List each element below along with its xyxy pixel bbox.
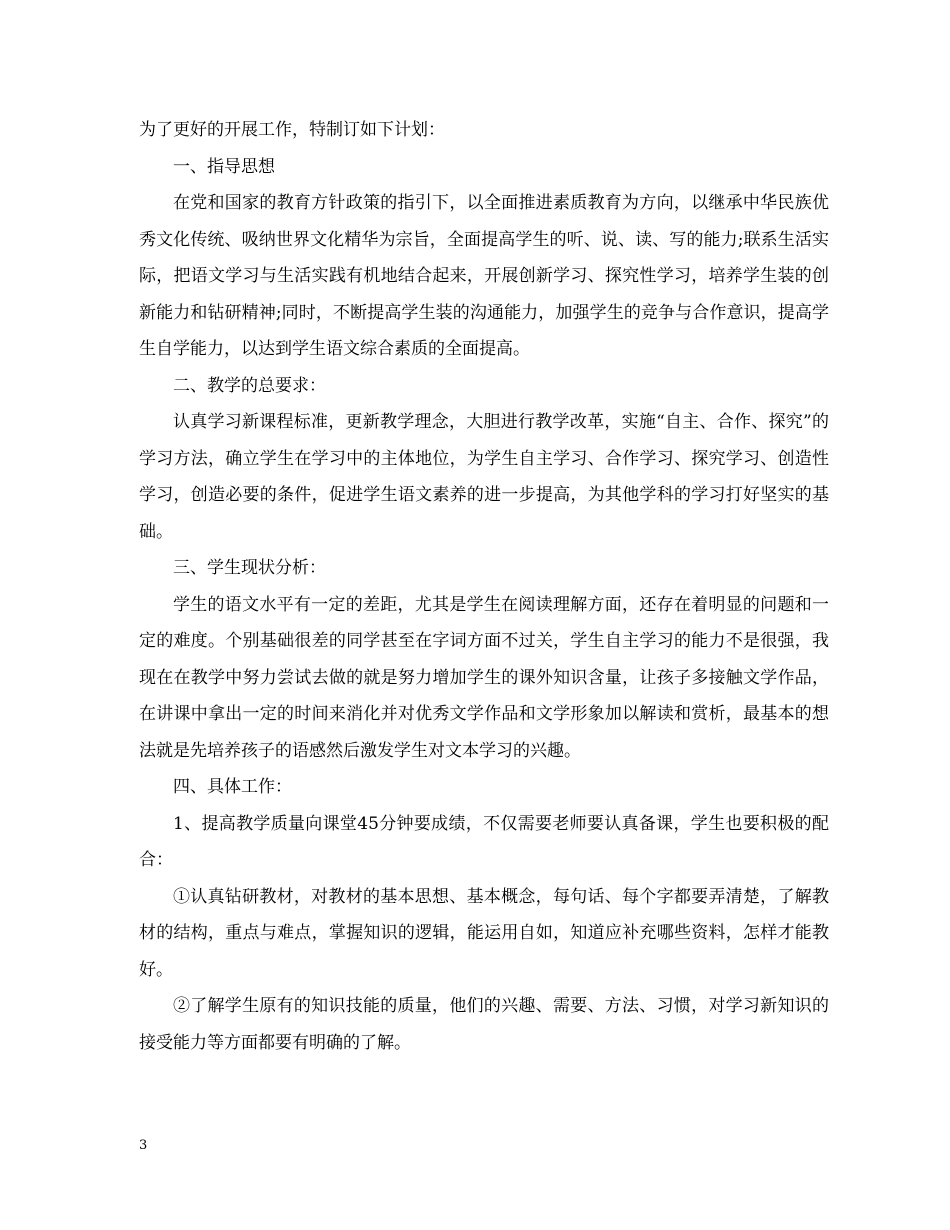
page-number: 3 (139, 1138, 148, 1153)
paragraph-intro: 为了更好的开展工作，特制订如下计划： (139, 120, 445, 140)
paragraph-work-subitem-1: ①认真钻研教材，对教材的基本思想、基本概念，每句话、每个字都要弄清楚，了解教材的结构，重点与难点，掌握知识的逻辑，能运用自如，知道应补充哪些资料，怎样才能教好。 (139, 886, 829, 980)
paragraph-guiding-ideology: 在党和国家的教育方针政策的指引下，以全面推进素质教育为方向，以继承中华民族优秀文化传统、吸纳世界文化精华为宗旨，全面提高学生的听、说、读、写的能力;联系生活实际，把语文学习与生活实践有机地结合起来，开展创新学习、探究性学习，培养学生装的创新能力和钻研精神;同时，不断提高学生装的沟通能力，加强学生的竞争与合作意识，提高学生自学能力，以达到学生语文综合素质的全面提高。 (139, 193, 829, 359)
paragraph-teaching-requirements: 认真学习新课程标准，更新教学理念，大胆进行教学改革，实施“自主、合作、探究”的学习方法，确立学生在学习中的主体地位，为学生自主学习、合作学习、探究学习、创造性学习，创造必要的条件，促进学生语文素养的进一步提高，为其他学科的学习打好坚实的基础。 (139, 412, 829, 542)
heading-guiding-ideology: 一、指导思想 (173, 156, 275, 177)
paragraph-work-item-1: 1、提高教学质量向课堂45分钟要成绩，不仅需要老师要认真备课，学生也要积极的配合： (139, 813, 829, 870)
heading-student-analysis: 三、学生现状分析： (173, 558, 326, 578)
document-body (139, 112, 829, 1061)
heading-specific-work: 四、具体工作： (173, 777, 292, 797)
paragraph-student-analysis: 学生的语文水平有一定的差距，尤其是学生在阅读理解方面，还存在着明显的问题和一定的难度。个别基础很差的同学甚至在字词方面不过关，学生自主学习的能力不是很强，我现在在教学中努力尝试去做的就是努力增加学生的课外知识含量，让孩子多接触文学作品，在讲课中拿出一定的时间来消化并对优秀文学作品和文学形象加以解读和赏析，最基本的想法就是先培养孩子的语感然后激发学生对文本学习的兴趣。 (139, 594, 829, 761)
heading-teaching-requirements: 二、教学的总要求： (173, 375, 326, 396)
paragraph-work-subitem-2: ②了解学生原有的知识技能的质量，他们的兴趣、需要、方法、习惯，对学习新知识的接受能力等方面都要有明确的了解。 (139, 996, 829, 1053)
